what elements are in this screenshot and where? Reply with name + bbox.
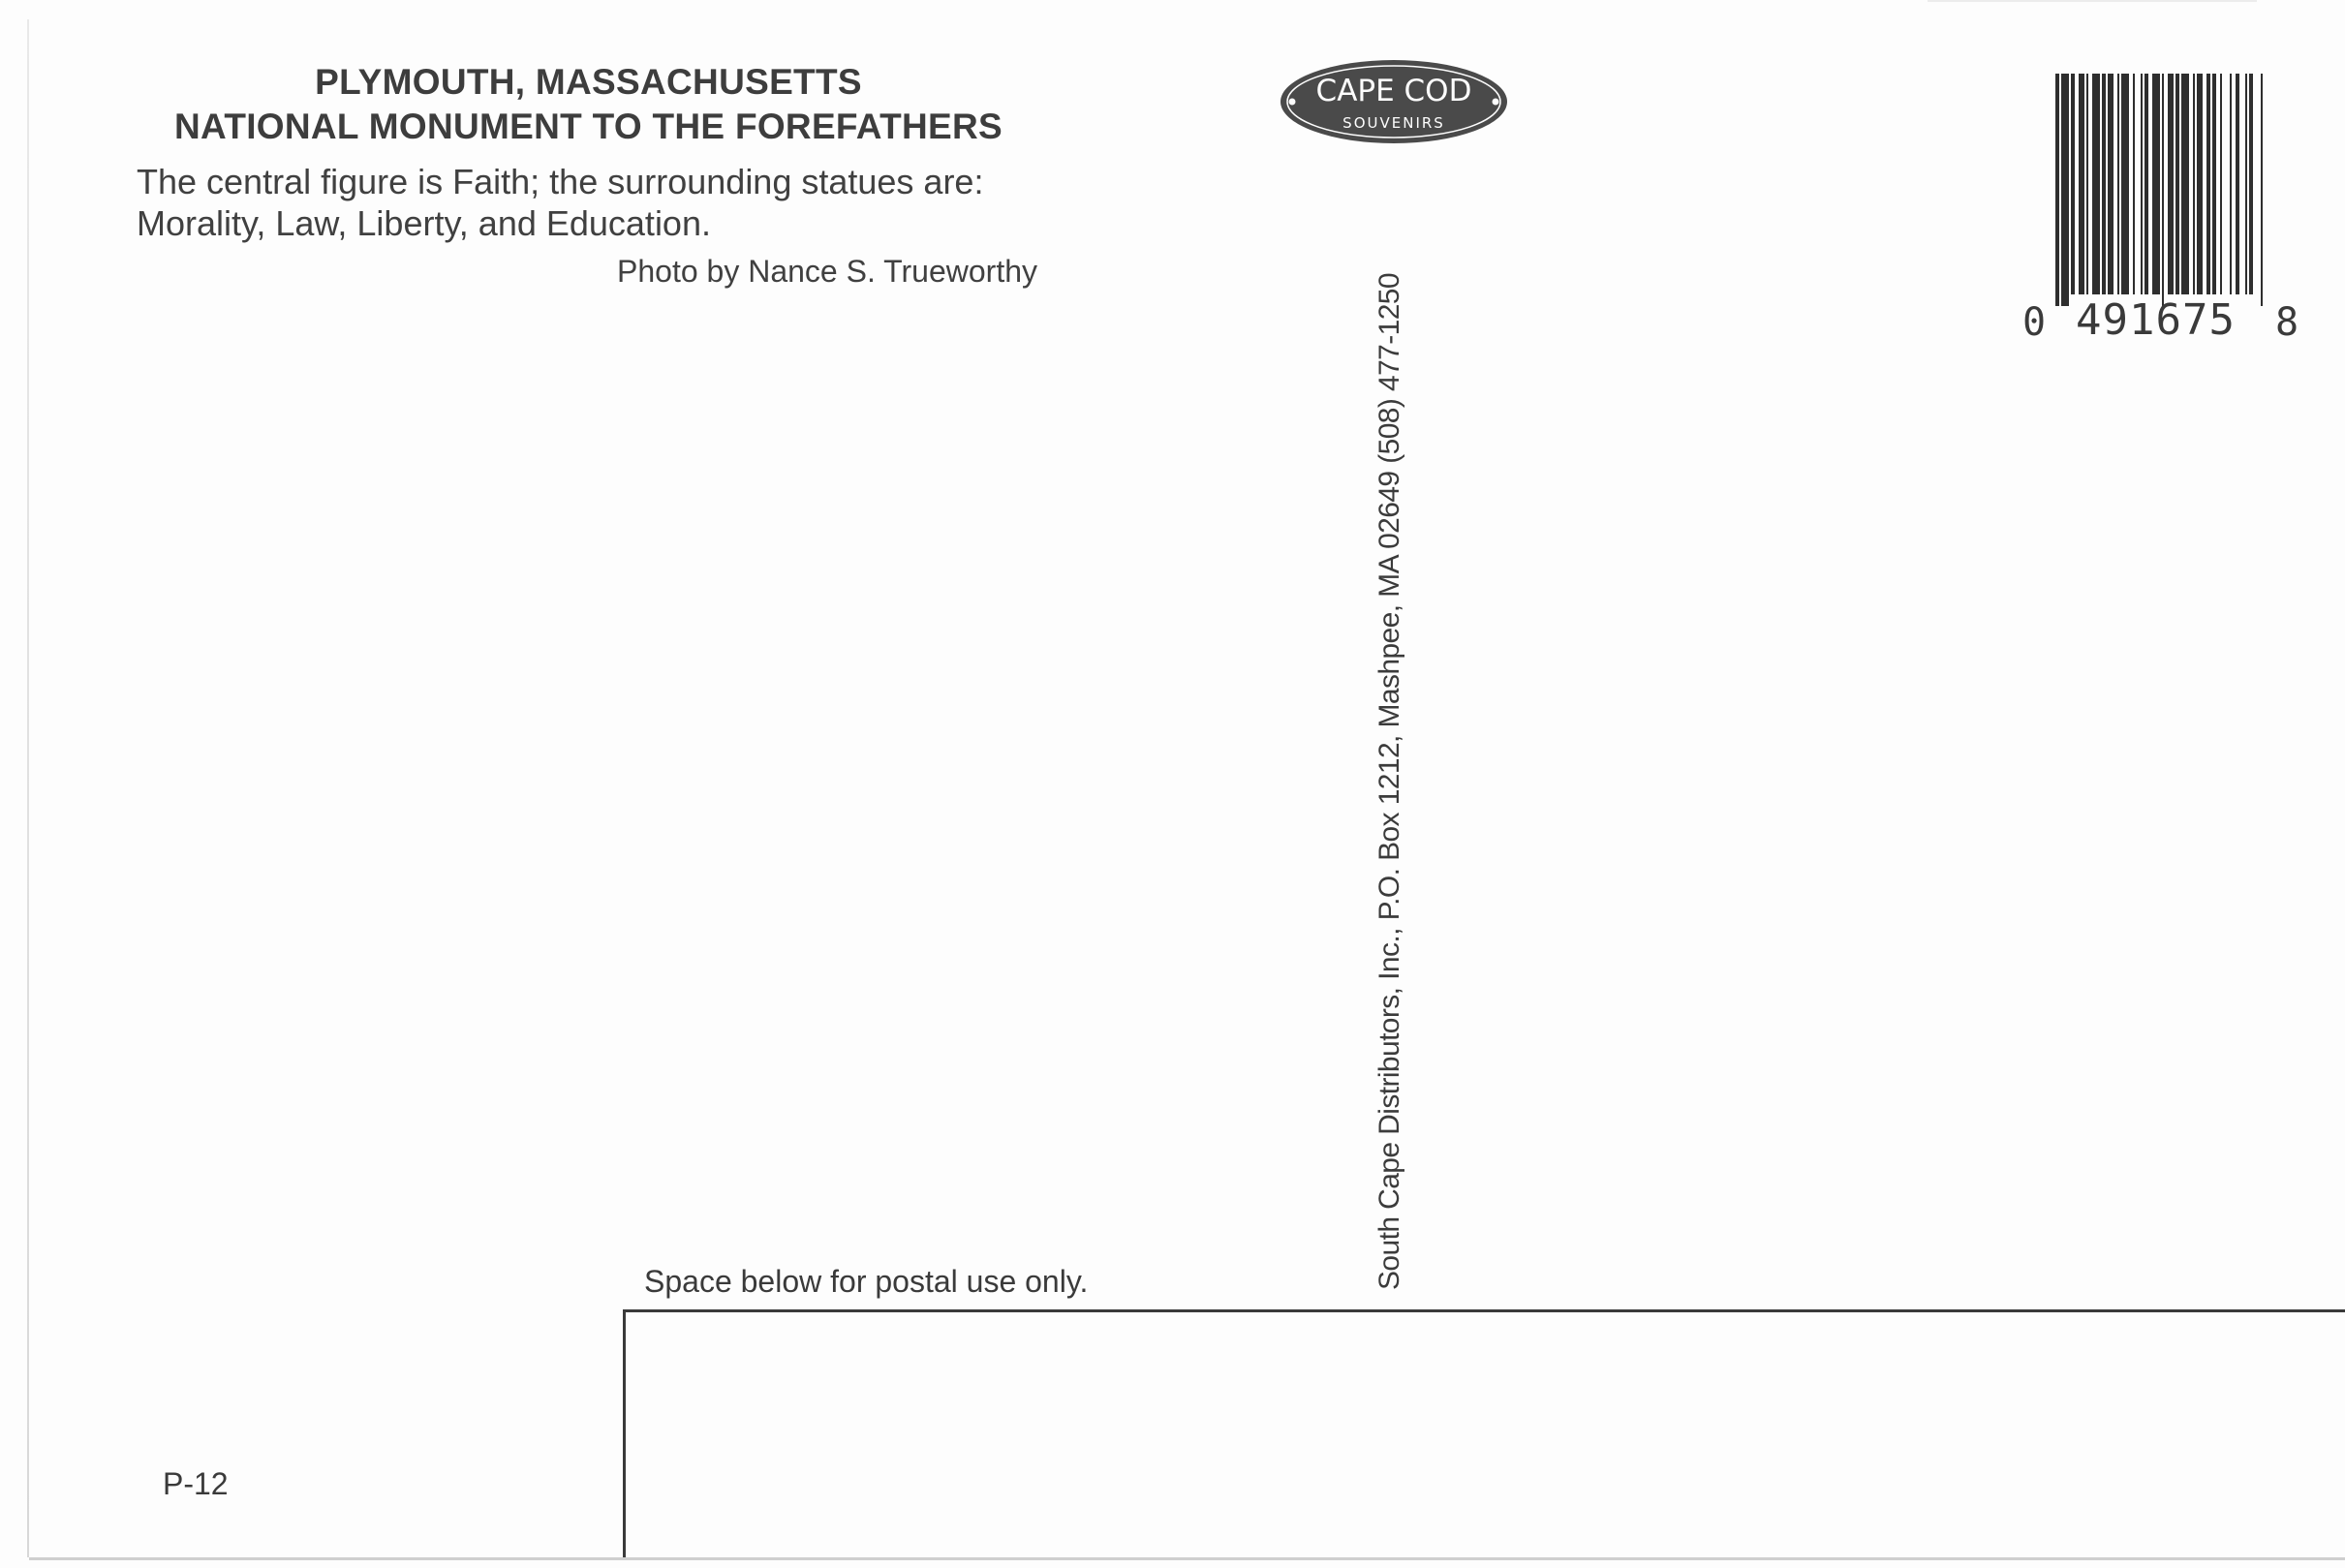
card-top-edge xyxy=(1928,0,2257,2)
publisher-address: South Cape Distributors, Inc., P.O. Box 1212, Mashpee, MA 02649 (508) 477-1250 xyxy=(1373,273,1405,1290)
description xyxy=(137,161,983,244)
barcode-bar xyxy=(2117,74,2119,294)
logo-dot-right xyxy=(1493,99,1499,106)
barcode-bar xyxy=(2212,74,2216,294)
postal-label: Space below for postal use only. xyxy=(644,1264,1089,1299)
barcode-bar xyxy=(2181,74,2189,294)
barcode-bar xyxy=(2168,74,2174,294)
barcode-bar xyxy=(2261,74,2263,306)
barcode-bar xyxy=(2162,74,2164,306)
description-line-2: Morality, Law, Liberty, and Education. xyxy=(137,203,711,243)
barcode-bar xyxy=(2102,74,2106,294)
logo-dot-left xyxy=(1289,99,1296,106)
barcode-bar xyxy=(2236,74,2239,294)
barcode-bar xyxy=(2086,74,2088,294)
barcode-bar xyxy=(2249,74,2253,294)
barcode-check-digit: 8 xyxy=(2275,300,2299,345)
barcode-middle-digits: 491675 xyxy=(2076,295,2236,345)
barcode-bar xyxy=(2230,74,2232,294)
title-line-location: PLYMOUTH, MASSACHUSETTS xyxy=(315,62,862,102)
barcode-bar xyxy=(2144,74,2148,294)
cape-cod-souvenirs-logo xyxy=(1279,58,1509,145)
barcode-bar xyxy=(2206,74,2210,294)
postal-use-area xyxy=(623,1309,2345,1557)
barcode-bar xyxy=(2133,74,2135,294)
barcode xyxy=(2053,74,2267,310)
barcode-bar xyxy=(2245,74,2247,294)
barcode-bar xyxy=(2121,74,2129,294)
card-bottom-edge xyxy=(29,1557,2345,1560)
barcode-bar xyxy=(2061,74,2069,306)
barcode-bar xyxy=(2141,74,2143,294)
barcode-bar xyxy=(2055,74,2059,306)
card-code: P-12 xyxy=(163,1466,229,1501)
description-line-1: The central figure is Faith; the surrounding statues are: xyxy=(137,162,984,201)
card-left-edge xyxy=(27,19,29,1557)
barcode-bar xyxy=(2071,74,2075,294)
logo-brand-text: CAPE COD xyxy=(1315,74,1472,108)
barcode-bar xyxy=(2175,74,2179,294)
barcode-bar xyxy=(2079,74,2084,294)
barcode-bar xyxy=(2108,74,2114,294)
publisher-column xyxy=(1366,273,1414,1290)
logo-sub-text: SOUVENIRS xyxy=(1342,114,1445,132)
barcode-lead-digit: 0 xyxy=(2022,300,2047,345)
title-block xyxy=(136,60,1041,149)
barcode-bar xyxy=(2193,74,2195,294)
title-line-monument: NATIONAL MONUMENT TO THE FOREFATHERS xyxy=(174,107,1003,146)
barcode-bar xyxy=(2220,74,2222,294)
barcode-bar xyxy=(2152,74,2160,294)
photo-credit: Photo by Nance S. Trueworthy xyxy=(617,254,1037,289)
barcode-bar xyxy=(2197,74,2203,294)
barcode-bar xyxy=(2092,74,2100,294)
